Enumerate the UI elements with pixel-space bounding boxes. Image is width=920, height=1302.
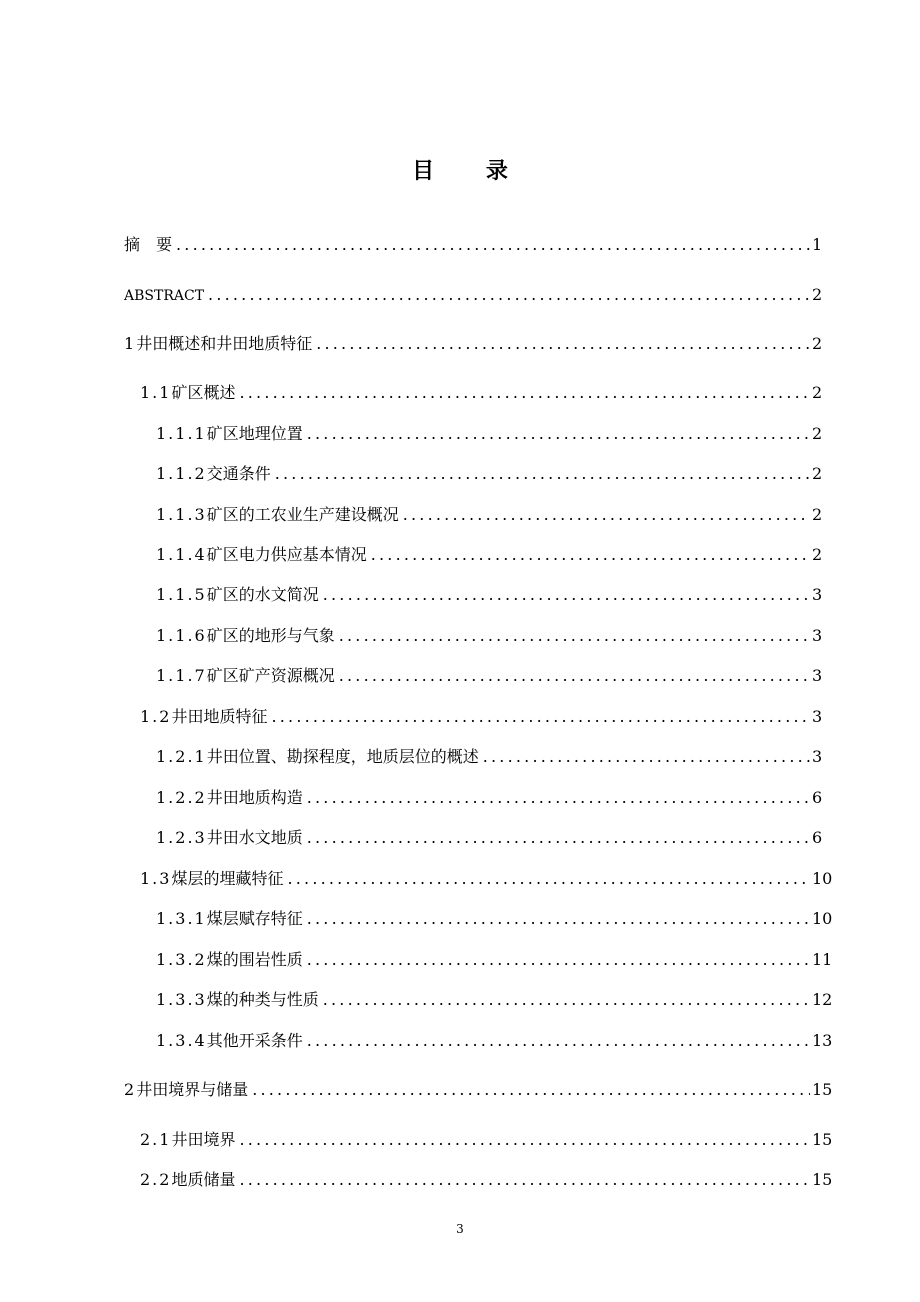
toc-number: 1.2.2 [156, 788, 207, 807]
toc-entry-2-2[interactable] [140, 1169, 833, 1191]
toc-number: 1.3 [140, 869, 172, 888]
toc-leader [371, 544, 810, 566]
toc-page-number: 3 [812, 747, 823, 766]
toc-leader [239, 382, 810, 404]
toc-label: 矿区矿产资源概况 [206, 666, 335, 685]
toc-number: 1.3.4 [156, 1031, 207, 1050]
toc-entry-1-3-2[interactable] [156, 949, 833, 971]
toc-number: 1 [124, 334, 137, 353]
toc-number: 2.1 [140, 1130, 172, 1149]
toc-label: 摘 要 [124, 235, 173, 254]
toc-page-number: 11 [812, 950, 833, 969]
toc-number: 1.1.7 [156, 666, 207, 685]
toc-label: 井田水文地质 [206, 828, 303, 847]
toc-label: 井田概述和井田地质特征 [136, 334, 313, 353]
toc-entry-1-2[interactable] [140, 706, 823, 728]
toc-page-number: 2 [812, 285, 823, 304]
toc-leader [307, 787, 810, 809]
toc-leader [403, 504, 810, 526]
toc-number: 1.1.4 [156, 545, 207, 564]
toc-page-number: 2 [812, 505, 823, 524]
toc-number: 1.1.1 [156, 424, 207, 443]
toc-leader [307, 908, 810, 930]
toc-page-number: 6 [812, 828, 823, 847]
toc-entry-1-1[interactable] [140, 382, 823, 404]
toc-label: 地质储量 [171, 1170, 236, 1189]
toc-number: 2 [124, 1080, 137, 1099]
toc-label: 矿区的工农业生产建设概况 [206, 505, 399, 524]
toc-leader [339, 625, 810, 647]
toc-label: 井田地质特征 [171, 707, 268, 726]
toc-entry-1-1-6[interactable] [156, 625, 823, 647]
toc-number: 1.3.2 [156, 950, 207, 969]
page-title: 目 录 [412, 158, 530, 184]
toc-page-number: 12 [812, 990, 833, 1009]
toc-number: 1.1.2 [156, 464, 207, 483]
toc-label: 矿区的水文简况 [206, 585, 319, 604]
toc-label: 井田地质构造 [206, 788, 303, 807]
toc-leader [339, 665, 810, 687]
toc-entry-2-1[interactable] [140, 1129, 833, 1151]
toc-page-number: 6 [812, 788, 823, 807]
toc-entry-1-2-2[interactable] [156, 787, 823, 809]
toc-entry-chapter-1[interactable] [124, 333, 823, 355]
toc-leader [307, 1030, 810, 1052]
toc-leader [239, 1129, 810, 1151]
toc-label: 井田境界与储量 [136, 1080, 249, 1099]
toc-page-number: 1 [812, 235, 823, 254]
toc-label: 矿区的地形与气象 [206, 626, 335, 645]
toc-label: 煤层赋存特征 [206, 909, 303, 928]
toc-page-number: 2 [812, 545, 823, 564]
toc-entry-1-1-4[interactable] [156, 544, 823, 566]
toc-leader [239, 1169, 810, 1191]
toc-leader [271, 706, 810, 728]
toc-entry-1-1-7[interactable] [156, 665, 823, 687]
toc-entry-1-3-4[interactable] [156, 1030, 833, 1052]
toc-label: 矿区地理位置 [206, 424, 303, 443]
toc-entry-1-3-3[interactable] [156, 989, 833, 1011]
toc-page-number: 10 [812, 869, 833, 888]
toc-page-number: 3 [812, 707, 823, 726]
toc-leader [316, 333, 810, 355]
toc-leader [483, 746, 810, 768]
toc-page-number: 2 [812, 334, 823, 353]
toc-entry-1-3-1[interactable] [156, 908, 833, 930]
toc-number: 1.1.5 [156, 585, 207, 604]
toc-page-number: 15 [812, 1080, 833, 1099]
toc-number: 2.2 [140, 1170, 172, 1189]
toc-page-number: 2 [812, 464, 823, 483]
toc-page-number: 10 [812, 909, 833, 928]
toc-entry-1-2-1[interactable] [156, 746, 823, 768]
toc-entry-abstract-en[interactable] [124, 284, 823, 306]
toc-leader [323, 584, 810, 606]
toc-leader [275, 463, 810, 485]
toc-number: 1.1.3 [156, 505, 207, 524]
toc-leader [208, 284, 810, 306]
toc-entry-1-1-5[interactable] [156, 584, 823, 606]
toc-number: 1.1 [140, 383, 172, 402]
toc-label: 其他开采条件 [206, 1031, 303, 1050]
toc-leader [176, 234, 810, 256]
toc-label: 矿区电力供应基本情况 [206, 545, 367, 564]
toc-entry-1-1-2[interactable] [156, 463, 823, 485]
toc-entry-1-1-1[interactable] [156, 423, 823, 445]
toc-entry-chapter-2[interactable] [124, 1079, 833, 1101]
toc-leader [323, 989, 810, 1011]
toc-label: ABSTRACT [124, 288, 205, 304]
toc-page-number: 2 [812, 383, 823, 402]
toc-leader [252, 1079, 810, 1101]
toc-page-number: 3 [812, 626, 823, 645]
toc-leader [307, 827, 810, 849]
page-number-footer: 3 [456, 1222, 464, 1236]
toc-page-number: 15 [812, 1170, 833, 1189]
toc-number: 1.3.3 [156, 990, 207, 1009]
toc-label: 交通条件 [206, 464, 271, 483]
toc-entry-1-2-3[interactable] [156, 827, 823, 849]
toc-page-number: 13 [812, 1031, 833, 1050]
toc-page-number: 3 [812, 666, 823, 685]
toc-number: 1.3.1 [156, 909, 207, 928]
toc-label: 煤层的埋藏特征 [171, 869, 284, 888]
toc-page-number: 2 [812, 424, 823, 443]
toc-label: 煤的种类与性质 [206, 990, 319, 1009]
toc-entry-1-1-3[interactable] [156, 504, 823, 526]
toc-number: 1.2.3 [156, 828, 207, 847]
toc-leader [307, 423, 810, 445]
toc-entry-abstract-cn[interactable] [124, 234, 823, 256]
toc-number: 1.2 [140, 707, 172, 726]
toc-page-number: 15 [812, 1130, 833, 1149]
toc-page-number: 3 [812, 585, 823, 604]
toc-label: 井田位置、勘探程度，地质层位的概述 [206, 747, 479, 766]
toc-leader [287, 868, 810, 890]
toc-number: 1.2.1 [156, 747, 207, 766]
toc-label: 矿区概述 [171, 383, 236, 402]
toc-number: 1.1.6 [156, 626, 207, 645]
toc-leader [307, 949, 810, 971]
toc-label: 煤的围岩性质 [206, 950, 303, 969]
toc-entry-1-3[interactable] [140, 868, 833, 890]
toc-label: 井田境界 [171, 1130, 236, 1149]
